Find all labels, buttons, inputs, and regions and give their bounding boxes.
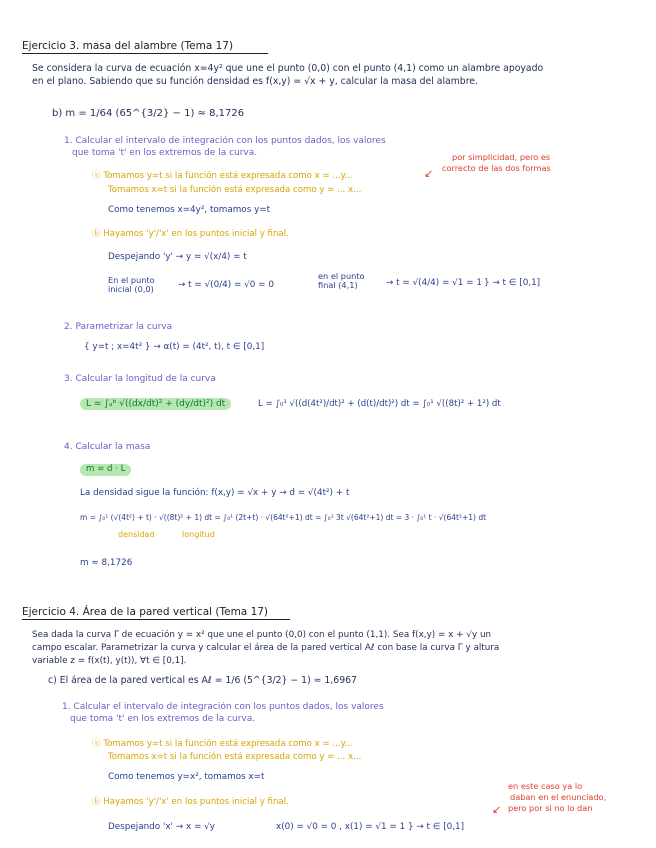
ex3-note-red-2: correcto de las dos formas <box>442 163 551 173</box>
ex4-statement-2: campo escalar. Parametrizar la curva y calcular el área de la pared vertical Aℓ con base la curva Γ y altura <box>32 643 500 653</box>
ex3-step4-title: 4. Calcular la masa <box>64 442 151 452</box>
ex3-label-densidad: densidad <box>118 530 155 539</box>
ex4-note-red-3: pero por si no lo dan <box>508 803 593 813</box>
ex3-step4-formula: m = d · L <box>80 464 131 476</box>
ex3-a-line1: ⓐ Tomamos y=t si la función está expresada como x = ...y... <box>92 171 353 181</box>
ex3-title-underline <box>22 53 268 54</box>
ex3-a-line3: Como tenemos x=4y², tomamos y=t <box>108 205 271 215</box>
ex4-step1-title-2: que toma 't' en los extremos de la curva. <box>70 714 256 724</box>
ex3-intervalo: } → t ∈ [0,1] <box>484 278 541 288</box>
ex3-statement-1: Se considera la curva de ecuación x=4y² que une el punto (0,0) con el punto (4,1) como un alambre apoyado <box>32 63 544 74</box>
ex3-punto-inicial-label: En el punto inicial (0,0) <box>108 275 155 295</box>
ex3-step1-title-1: 1. Calcular el intervalo de integración con los puntos dados, los valores <box>64 136 386 146</box>
ex4-a-line3: Como tenemos y=x², tomamos x=t <box>108 772 265 782</box>
ex3-a-line2: Tomamos x=t si la función está expresada como y = ... x... <box>108 185 362 195</box>
ex3-step3-title: 3. Calcular la longitud de la curva <box>64 374 216 384</box>
ex3-densidad-line: La densidad sigue la función: f(x,y) = √x + y → d = √(4t²) + t <box>80 488 350 498</box>
ex3-step3-eq: L = ∫₀¹ √((d(4t²)/dt)² + (d(t)/dt)²) dt = ∫₀¹ √((8t)² + 1²) dt <box>258 399 501 409</box>
ex3-step3-formula: L = ∫ₐᵇ √((dx/dt)² + (dy/dt)²) dt <box>80 398 231 410</box>
arrow-icon: ↙ <box>424 167 434 180</box>
ex4-note-red-1: en este caso ya lo <box>508 781 583 791</box>
ex3-punto-final-label: en el punto final (4,1) <box>318 271 365 291</box>
ex3-note-red-1: por simplicidad, pero es <box>452 152 551 162</box>
ex3-punto-final-eq: → t = √(4/4) = √1 = 1 <box>386 278 482 288</box>
ex3-despejando: Despejando 'y' → y = √(x/4) = t <box>108 252 247 262</box>
ex4-title-underline <box>22 619 290 620</box>
ex4-note-red-2: daban en el enunciado, <box>510 792 607 802</box>
ex4-despejando: Despejando 'x' → x = √y <box>108 822 215 832</box>
ex3-m-result: m ≈ 8,1726 <box>80 558 133 568</box>
ex4-title: Ejercicio 4. Área de la pared vertical (Tema 17) <box>22 606 269 618</box>
ex3-step2-eq: { y=t ; x=4t² } → α(t) = (4t², t), t ∈ [0,1] <box>84 342 265 352</box>
ex3-statement-2: en el plano. Sabiendo que su función densidad es f(x,y) = √x + y, calcular la masa del alambre. <box>32 76 478 87</box>
ex3-label-longitud: longitud <box>182 530 215 539</box>
ex4-statement-1: Sea dada la curva Γ de ecuación y = x² que une el punto (0,0) con el punto (1,1). Sea f(x,y) = x + √y un <box>32 630 492 640</box>
ex4-statement-3: variable z = f(x(t), y(t)), ∀t ∈ [0,1]. <box>32 656 187 666</box>
ex3-step1-title-2: que toma 't' en los extremos de la curva. <box>72 148 258 158</box>
ex4-step1-title-1: 1. Calcular el intervalo de integración con los puntos dados, los valores <box>62 702 384 712</box>
ex3-step2-title: 2. Parametrizar la curva <box>64 322 173 332</box>
ex4-b-line1: ⓑ Hayamos 'y'/'x' en los puntos inicial y final. <box>92 797 289 807</box>
ex4-a-line1: ⓐ Tomamos y=t si la función está expresada como x = ...y... <box>92 739 353 749</box>
ex3-punto-inicial-eq: → t = √(0/4) = √0 = 0 <box>178 280 274 290</box>
ex4-a-line2: Tomamos x=t si la función está expresada como y = ... x... <box>108 752 362 762</box>
ex3-masa-eq: m = ∫₀¹ (√(4t²) + t) · √((8t)² + 1) dt = ∫₀¹ (2t+t) · √(64t²+1) dt = ∫₀¹ 3t √(64t²+1) dt = 3 · ∫₀¹ t · √(64t²+1) dt <box>80 513 487 522</box>
ex4-answer-c: c) El área de la pared vertical es Aℓ = 1/6 (5^{3/2} − 1) ≈ 1,6967 <box>48 675 357 686</box>
ex4-eval-eq: x(0) = √0 = 0 , x(1) = √1 = 1 } → t ∈ [0,1] <box>276 822 465 832</box>
ex3-b-line1: ⓑ Hayamos 'y'/'x' en los puntos inicial y final. <box>92 229 289 239</box>
arrow-icon: ↙ <box>492 803 502 816</box>
ex3-answer-b: b) m = 1/64 (65^{3/2} − 1) ≈ 8,1726 <box>52 108 245 119</box>
ex3-title: Ejercicio 3. masa del alambre (Tema 17) <box>22 40 234 52</box>
